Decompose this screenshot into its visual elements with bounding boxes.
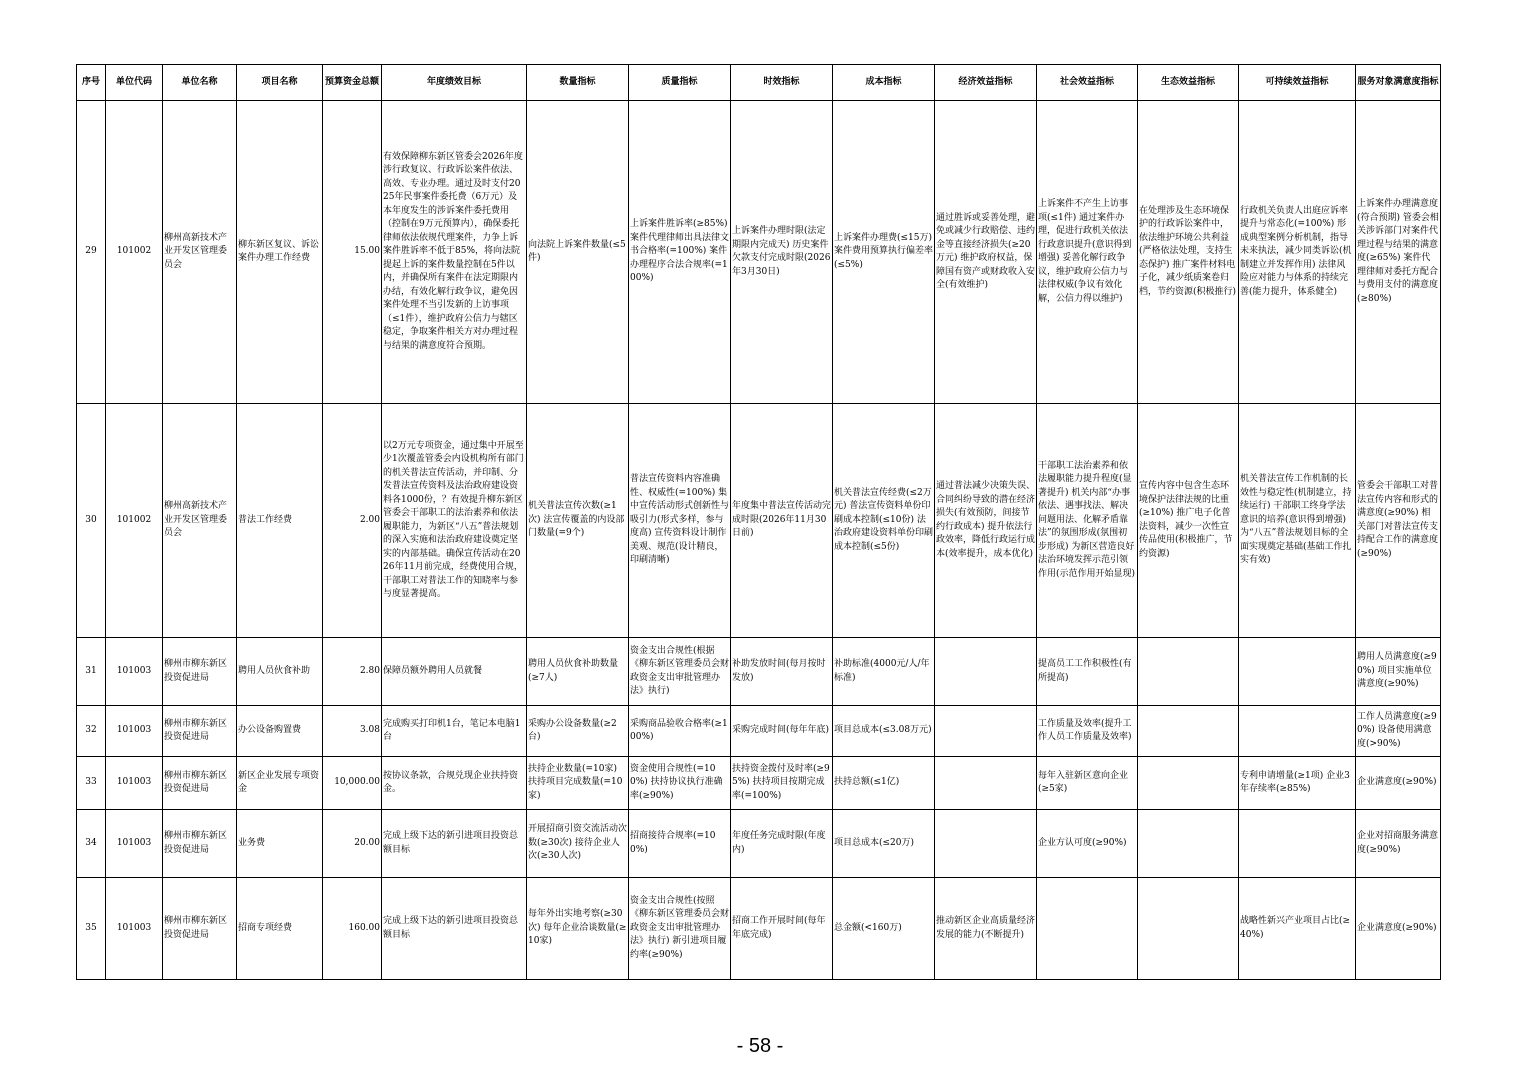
table-cell: 战略性新兴产业项目占比(≥40%) <box>1239 878 1356 980</box>
header-cell: 服务对象满意度指标 <box>1356 65 1441 101</box>
table-cell: 补助标准(4000元/人/年标准) <box>833 638 935 706</box>
table-cell: 101003 <box>106 878 163 980</box>
table-cell <box>1138 757 1239 810</box>
table-cell: 总金额(<160万) <box>833 878 935 980</box>
table-cell: 普法宣传资料内容准确性、权威性(=100%) 集中宣传活动形式创新性与吸引力(形式多样，参与度高) 宣传资料设计制作美观、规范(设计精良，印刷清晰) <box>629 404 731 638</box>
table-cell <box>935 757 1037 810</box>
header-cell: 序号 <box>77 65 106 101</box>
header-cell: 社会效益指标 <box>1037 65 1138 101</box>
table-cell: 机关普法宣传经费(≤2万元) 普法宣传资料单份印刷成本控制(≤10份) 法治政府建设资料单份印刷成本控制(≤5份) <box>833 404 935 638</box>
table-cell: 资金支出合规性(按照《柳东新区管理委员会财政资金支出审批管理办法》执行) 新引进项目履约率(≥90%) <box>629 878 731 980</box>
table-cell: 管委会干部职工对普法宣传内容和形式的满意度(≥90%) 相关部门对普法宣传支持配合工作的满意度(≥90%) <box>1356 404 1441 638</box>
table-cell: 20.00 <box>323 810 382 878</box>
table-cell: 32 <box>77 706 106 757</box>
table-cell: 15.00 <box>323 101 382 404</box>
table-cell: 30 <box>77 404 106 638</box>
table-cell: 通过普法减少决策失误、合同纠纷导致的潜在经济损失(有效预防，间接节约行政成本) 提升依法行政效率，降低行政运行成本(效率提升，成本优化) <box>935 404 1037 638</box>
table-cell: 柳州市柳东新区投资促进局 <box>163 810 237 878</box>
table-cell <box>1037 878 1138 980</box>
table-cell: 柳东新区复议、诉讼案件办理工作经费 <box>237 101 323 404</box>
table-cell: 保障员额外聘用人员就餐 <box>382 638 527 706</box>
table-cell: 有效保障柳东新区管委会2026年度涉行政复议、行政诉讼案件依法、高效、专业办理。通过及时支付2025年民事案件委托费（6万元）及本年度发生的涉诉案件委托费用（控制在9万元预算内），确保委托律师依法依规代理案件，力争上诉案件胜诉率不低于85%，将向法院提起上诉的案件数量控制在5件以内，并确保所有案件在法定期限内办结，有效化解行政争议，避免因案件处理不当引发新的上访事项（≤1件），维护政府公信力与辖区稳定，争取案件相关方对办理过程与结果的满意度符合预期。 <box>382 101 527 404</box>
table-cell: 上诉案件胜诉率(≥85%) 案件代理律师出具法律文书合格率(=100%) 案件办理程序合法合规率(=100%) <box>629 101 731 404</box>
table-cell: 开展招商引资交流活动次数(≥30次) 接待企业人次(≥30人次) <box>527 810 629 878</box>
table-cell <box>1239 638 1356 706</box>
header-cell: 年度绩效目标 <box>382 65 527 101</box>
table-cell: 按协议条款，合规兑现企业扶持资金。 <box>382 757 527 810</box>
table-cell: 上诉案件办理时限(法定期限内完成天) 历史案件欠款支付完成时限(2026年3月30日) <box>731 101 833 404</box>
table-cell: 31 <box>77 638 106 706</box>
table-cell <box>935 810 1037 878</box>
table-cell: 扶持资金拨付及时率(≥95%) 扶持项目按期完成率(=100%) <box>731 757 833 810</box>
table-cell: 年度集中普法宣传活动完成时限(2026年11月30日前) <box>731 404 833 638</box>
performance-table-sheet <box>76 64 1440 980</box>
table-cell: 完成购买打印机1台，笔记本电脑1台 <box>382 706 527 757</box>
table-cell: 项目总成本(≤20万) <box>833 810 935 878</box>
table-cell: 在处理涉及生态环境保护的行政诉讼案件中，依法维护环境公共利益(严格依法处理，支持生态保护) 推广案件材料电子化，减少纸质案卷归档，节约资源(积极推行) <box>1138 101 1239 404</box>
table-cell: 扶持企业数量(=10家) 扶持项目完成数量(=10家) <box>527 757 629 810</box>
table-cell: 2.00 <box>323 404 382 638</box>
table-cell: 101003 <box>106 638 163 706</box>
table-row <box>77 404 1441 638</box>
table-cell: 扶持总额(≤1亿) <box>833 757 935 810</box>
table-cell: 企业对招商服务满意度(≥90%) <box>1356 810 1441 878</box>
table-cell: 33 <box>77 757 106 810</box>
table-cell: 101002 <box>106 404 163 638</box>
table-row <box>77 810 1441 878</box>
table-cell: 企业方认可度(≥90%) <box>1037 810 1138 878</box>
header-cell: 预算资金总额 <box>323 65 382 101</box>
table-cell: 补助发放时间(每月按时发放) <box>731 638 833 706</box>
table-cell: 提高员工工作积极性(有所提高) <box>1037 638 1138 706</box>
header-cell: 生态效益指标 <box>1138 65 1239 101</box>
table-cell <box>935 638 1037 706</box>
table-cell: 34 <box>77 810 106 878</box>
table-cell: 以2万元专项资金，通过集中开展至少1次覆盖管委会内设机构所有部门的机关普法宣传活动，并印制、分发普法宣传资料及法治政府建设资料各1000份，？有效提升柳东新区管委会干部职工的法治素养和依法履职能力，为新区“八五”普法规划的深入实施和法治政府建设奠定坚实的内部基础。确保宣传活动在2026年11月前完成，经费使用合规，干部职工对普法工作的知晓率与参与度显著提高。 <box>382 404 527 638</box>
table-cell: 年度任务完成时限(年度内) <box>731 810 833 878</box>
header-cell: 时效指标 <box>731 65 833 101</box>
table-cell: 柳州市柳东新区投资促进局 <box>163 706 237 757</box>
table-cell: 机关普法宣传次数(≥1次) 法宣传覆盖的内设部门数量(=9个) <box>527 404 629 638</box>
table-cell: 柳州高新技术产业开发区管理委员会 <box>163 404 237 638</box>
table-cell: 工作质量及效率(提升工作人员工作质量及效率) <box>1037 706 1138 757</box>
table-cell: 柳州市柳东新区投资促进局 <box>163 878 237 980</box>
table-cell: 上诉案件办理费(≤15万) 案件费用预算执行偏差率(≤5%) <box>833 101 935 404</box>
table-row <box>77 101 1441 404</box>
table-cell: 35 <box>77 878 106 980</box>
header-cell: 单位代码 <box>106 65 163 101</box>
table-cell: 干部职工法治素养和依法履职能力提升程度(显著提升) 机关内部“办事依法、遇事找法、解决问题用法、化解矛盾靠法”的氛围形成(氛围初步形成) 为新区营造良好法治环境发挥示范引领作用(示范作用开始显现) <box>1037 404 1138 638</box>
table-cell: 上诉案件不产生上访事项(≤1件) 通过案件办理，促进行政机关依法行政意识提升(意识得到增强) 妥善化解行政争议，维护政府公信力与法律权威(争议有效化解，公信力得以维护) <box>1037 101 1138 404</box>
table-cell: 宣传内容中包含生态环境保护法律法规的比重(≥10%) 推广电子化普法资料，减少一次性宣传品使用(积极推广，节约资源) <box>1138 404 1239 638</box>
table-cell: 资金使用合规性(=100%) 扶持协议执行准确率(≥90%) <box>629 757 731 810</box>
table-cell: 通过胜诉或妥善处理，避免或减少行政赔偿、违约金等直接经济损失(≥20万元) 维护政府权益，保障国有资产或财政收入安全(有效维护) <box>935 101 1037 404</box>
table-cell: 101003 <box>106 810 163 878</box>
table-cell: 普法工作经费 <box>237 404 323 638</box>
table-cell <box>1138 878 1239 980</box>
table-cell: 机关普法宣传工作机制的长效性与稳定性(机制建立，持续运行) 干部职工终身学法意识的培养(意识得到增强) 为“八五”普法规划目标的全面实现奠定基础(基础工作扎实有效) <box>1239 404 1356 638</box>
table-cell: 柳州市柳东新区投资促进局 <box>163 638 237 706</box>
table-cell <box>1138 638 1239 706</box>
table-cell <box>1138 810 1239 878</box>
table-row <box>77 757 1441 810</box>
table-cell: 企业满意度(≥90%) <box>1356 878 1441 980</box>
header-cell: 经济效益指标 <box>935 65 1037 101</box>
table-cell: 3.08 <box>323 706 382 757</box>
table-cell: 10,000.00 <box>323 757 382 810</box>
header-cell: 数量指标 <box>527 65 629 101</box>
table-cell: 采购商品验收合格率(≥100%) <box>629 706 731 757</box>
table-cell: 完成上级下达的新引进项目投资总额目标 <box>382 810 527 878</box>
table-cell: 采购办公设备数量(≥2台) <box>527 706 629 757</box>
table-cell: 柳州高新技术产业开发区管理委员会 <box>163 101 237 404</box>
table-cell: 行政机关负责人出庭应诉率提升与常态化(=100%) 形成典型案例分析机制，指导未来执法，减少同类诉讼(机制建立并发挥作用) 法律风险应对能力与体系的持续完善(能力提升，体系健全) <box>1239 101 1356 404</box>
table-cell: 柳州市柳东新区投资促进局 <box>163 757 237 810</box>
table-cell: 专利申请增量(≥1项) 企业3年存续率(≥85%) <box>1239 757 1356 810</box>
table-cell: 聘用人员伙食补助 <box>237 638 323 706</box>
page-number: - 58 - <box>736 1035 784 1057</box>
table-cell: 新区企业发展专项资金 <box>237 757 323 810</box>
table-cell <box>1138 706 1239 757</box>
table-cell: 聘用人员满意度(≥90%) 项目实施单位满意度(≥90%) <box>1356 638 1441 706</box>
table-header-row <box>77 65 1441 101</box>
table-body <box>77 101 1441 980</box>
table-cell: 项目总成本(≤3.08万元) <box>833 706 935 757</box>
table-row <box>77 638 1441 706</box>
table-cell: 业务费 <box>237 810 323 878</box>
table-cell: 向法院上诉案件数量(≤5件) <box>527 101 629 404</box>
table-cell: 招商接待合规率(=100%) <box>629 810 731 878</box>
table-cell: 101002 <box>106 101 163 404</box>
header-cell: 单位名称 <box>163 65 237 101</box>
table-cell: 办公设备购置费 <box>237 706 323 757</box>
header-cell: 成本指标 <box>833 65 935 101</box>
table-cell <box>1239 810 1356 878</box>
table-cell: 每年外出实地考察(≥30次) 每年企业洽谈数量(≥10家) <box>527 878 629 980</box>
table-cell: 招商工作开展时间(每年年底完成) <box>731 878 833 980</box>
table-cell: 101003 <box>106 706 163 757</box>
table-cell: 每年入驻新区意向企业(≥5家) <box>1037 757 1138 810</box>
table-row <box>77 706 1441 757</box>
header-cell: 质量指标 <box>629 65 731 101</box>
table-cell <box>1239 706 1356 757</box>
header-cell: 可持续效益指标 <box>1239 65 1356 101</box>
table-cell: 160.00 <box>323 878 382 980</box>
table-cell: 完成上级下达的新引进项目投资总额目标 <box>382 878 527 980</box>
table-cell: 推动新区企业高质量经济发展的能力(不断提升) <box>935 878 1037 980</box>
table-cell: 招商专项经费 <box>237 878 323 980</box>
table-cell: 101003 <box>106 757 163 810</box>
table-cell: 上诉案件办理满意度(符合预期) 管委会相关涉诉部门对案件代理过程与结果的满意度(≥65%) 案件代理律师对委托方配合与费用支付的满意度(≥80%) <box>1356 101 1441 404</box>
table-cell: 资金支出合规性(根据《柳东新区管理委员会财政资金支出审批管理办法》执行) <box>629 638 731 706</box>
table-cell: 聘用人员伙食补助数量(≥7人) <box>527 638 629 706</box>
table-cell: 企业满意度(≥90%) <box>1356 757 1441 810</box>
table-cell: 工作人员满意度(≥90%) 设备使用满意度(>90%) <box>1356 706 1441 757</box>
performance-goals-table <box>76 64 1441 980</box>
table-cell: 29 <box>77 101 106 404</box>
table-cell <box>935 706 1037 757</box>
header-cell: 项目名称 <box>237 65 323 101</box>
table-row <box>77 878 1441 980</box>
table-cell: 采购完成时间(每年年底) <box>731 706 833 757</box>
table-cell: 2.80 <box>323 638 382 706</box>
